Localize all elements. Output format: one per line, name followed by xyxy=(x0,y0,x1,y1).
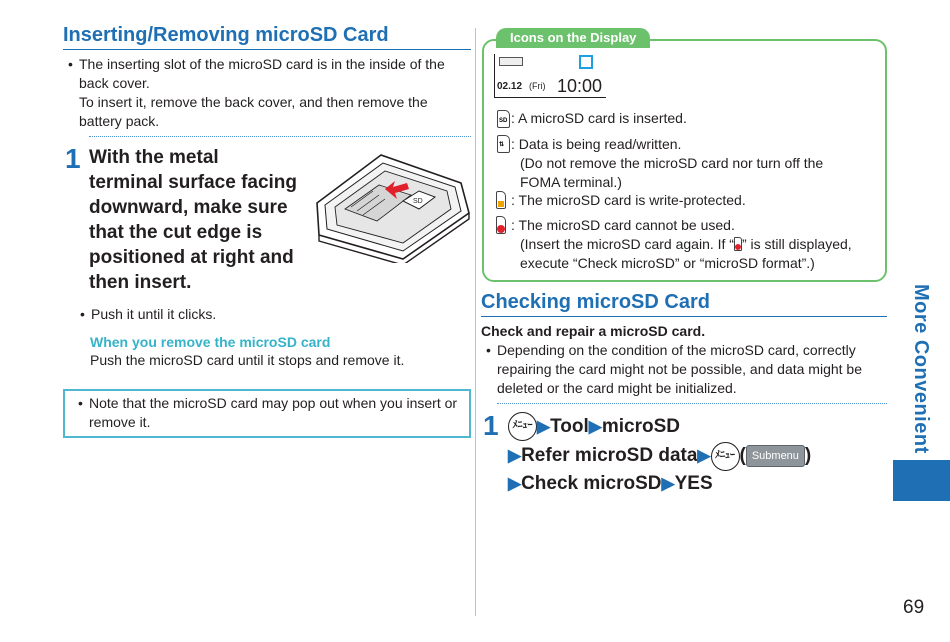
step-number: 1 xyxy=(483,410,499,441)
display-day: (Fri) xyxy=(529,81,546,91)
column-divider xyxy=(475,28,476,616)
step-check: Check microSD xyxy=(521,472,662,494)
menu-key-icon: ﾒﾆｭｰ xyxy=(711,442,740,471)
step-tool: Tool xyxy=(550,416,589,437)
sd-unusable-icon xyxy=(496,216,506,234)
phone-insert-illustration xyxy=(311,143,471,263)
sd-unusable-inline-icon xyxy=(734,237,742,251)
icon-row-text: (Do not remove the microSD card nor turn off the xyxy=(520,155,824,171)
section-title-checking: Checking microSD Card xyxy=(481,289,887,317)
svg-text:SD: SD xyxy=(413,198,423,205)
sd-write-protected-icon xyxy=(496,191,506,209)
icon-row-inserted xyxy=(511,109,687,128)
step-line: then insert. xyxy=(89,272,192,293)
display-sd-icon xyxy=(579,55,593,69)
step-yes: YES xyxy=(674,472,713,494)
side-tab-label: More Convenient xyxy=(910,284,932,454)
icon-row-text: (Insert the microSD card again. If “ xyxy=(520,236,734,252)
arrow-icon: ▶ xyxy=(508,473,522,493)
note-box xyxy=(63,389,471,438)
step-line: downward, make sure xyxy=(89,197,288,218)
icon-row-text: ” is still displayed, xyxy=(741,236,852,252)
sd-read-write-icon: ⇅ xyxy=(497,135,510,153)
step-refer: Refer microSD data xyxy=(521,445,698,467)
side-tab xyxy=(896,284,946,464)
step-line: With the metal xyxy=(89,147,219,168)
step-1-insert xyxy=(63,145,471,305)
display-date: 02.12 xyxy=(497,81,523,92)
icon-row-text: execute “Check microSD” or “microSD format”.) xyxy=(520,255,815,271)
section-title-inserting: Inserting/Removing microSD Card xyxy=(63,22,471,50)
checking-section xyxy=(481,289,887,492)
step-line: terminal surface facing xyxy=(89,172,298,193)
remove-text: Push the microSD card until it stops and remove it. xyxy=(90,352,405,368)
submenu-softkey-icon: Submenu xyxy=(746,445,805,467)
display-time: 10:00 xyxy=(557,76,603,96)
step-1-check xyxy=(481,412,887,492)
open-paren: ( xyxy=(739,445,746,467)
step-bullet: • Push it until it clicks. xyxy=(75,305,471,324)
dotted-divider xyxy=(497,403,887,404)
icon-row-read-write xyxy=(511,135,823,192)
icon-row-text: : Data is being read/written. xyxy=(511,136,682,152)
step-number: 1 xyxy=(65,143,81,174)
page-number: 69 xyxy=(903,597,925,618)
menu-key-icon: ﾒﾆｭｰ xyxy=(508,412,537,441)
close-paren: ) xyxy=(804,445,812,467)
arrow-icon: ▶ xyxy=(508,446,522,466)
arrow-icon: ▶ xyxy=(697,446,711,466)
step-microsd: microSD xyxy=(601,416,680,437)
sd-inserted-icon: SD xyxy=(497,110,510,128)
display-status-icons xyxy=(499,57,523,66)
arrow-icon: ▶ xyxy=(661,473,675,493)
left-column xyxy=(63,22,471,438)
icon-row-text: : The microSD card cannot be used. xyxy=(511,217,735,233)
display-sample xyxy=(494,54,606,98)
intro-paragraph: To insert it, remove the back cover, and then remove the battery pack. xyxy=(79,94,428,129)
checking-bullet: • Depending on the condition of the microSD card, correctly repairing the card might not be possible, and data might be deleted or the card might be initialized. xyxy=(481,341,887,398)
side-tab-marker xyxy=(893,460,950,501)
icon-row-unusable xyxy=(511,216,852,273)
dotted-divider xyxy=(89,136,471,137)
note-text: • Note that the microSD card may pop out when you insert or remove it. xyxy=(73,394,461,432)
icon-row-text: FOMA terminal.) xyxy=(520,174,622,190)
step-line: that the cut edge is xyxy=(89,222,263,243)
icon-row-text: : The microSD card is write-protected. xyxy=(511,192,746,208)
icons-tab-label: Icons on the Display xyxy=(496,28,650,48)
checking-lead: Check and repair a microSD card. xyxy=(481,323,706,339)
remove-heading: When you remove the microSD card xyxy=(90,334,331,350)
step-line: positioned at right and xyxy=(89,247,294,268)
icon-row-protected xyxy=(511,191,746,210)
arrow-icon: ▶ xyxy=(588,417,602,436)
arrow-icon: ▶ xyxy=(537,417,551,436)
icon-row-text: : A microSD card is inserted. xyxy=(511,110,687,126)
intro-bullet: • The inserting slot of the microSD card is in the inside of the back cover. xyxy=(63,55,471,93)
